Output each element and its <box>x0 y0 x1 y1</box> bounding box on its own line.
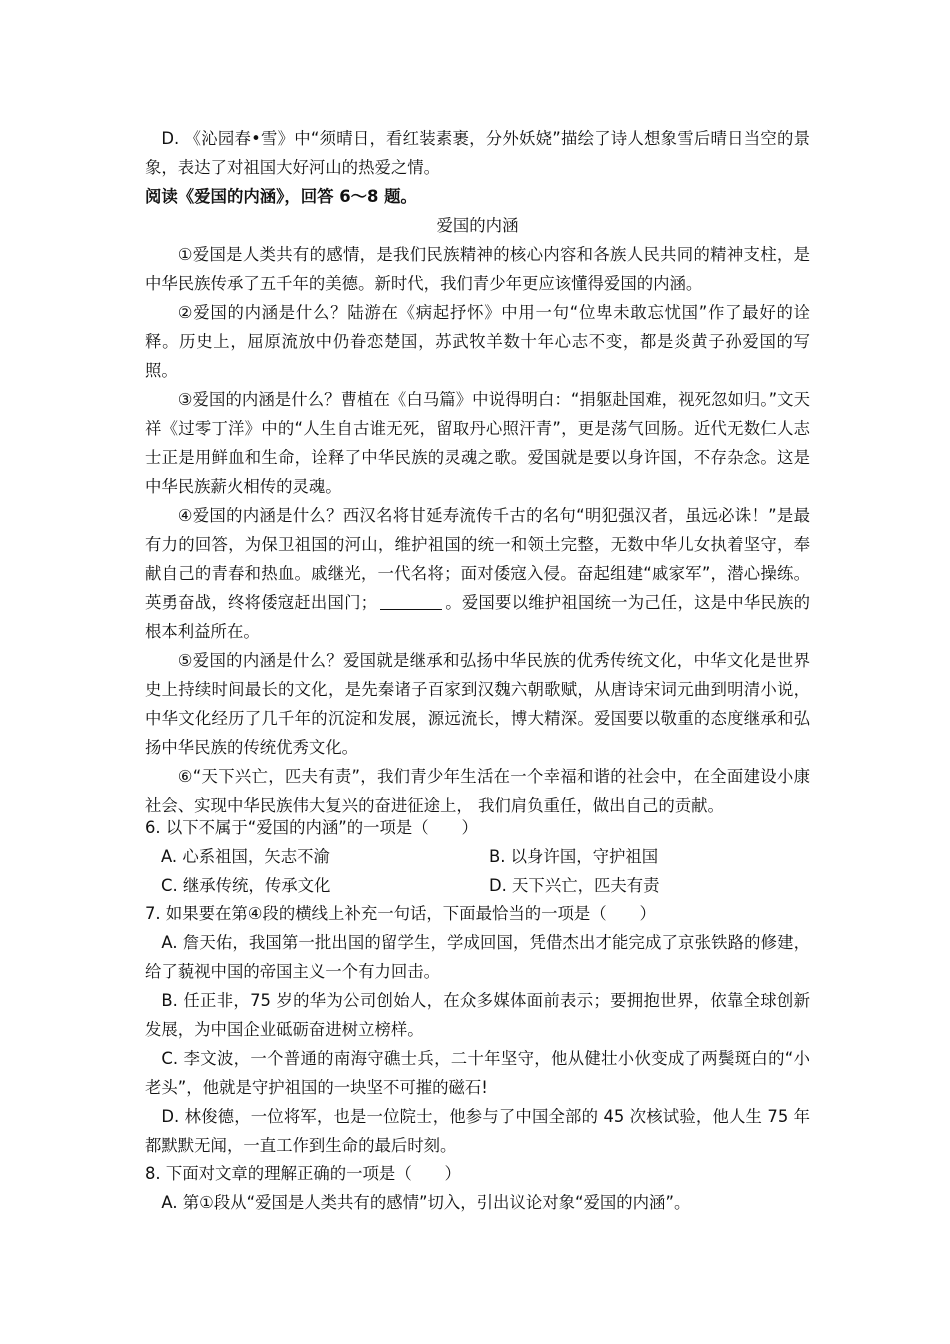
article-paragraph-3: ③爱国的内涵是什么？曹植在《白马篇》中说得明白：“捐躯赴国难，视死忽如归。”文天祥《过零丁洋》中的“人生自古谁无死，留取丹心照汗青”，更是荡气回肠。近代无数仁人志士正是用鲜血和生命，诠释了中华民族的灵魂之歌。爱国就是要以身许国，不存杂念。这是中华民族薪火相传的灵魂。 <box>145 390 810 496</box>
q7-option-a: A. 詹天佑，我国第一批出国的留学生，学成回国，凭借杰出才能完成了京张铁路的修建，给了藐视中国的帝国主义一个有力回击。 <box>145 933 810 981</box>
q8-stem: 8. 下面对文章的理解正确的一项是（ ） <box>145 1164 461 1183</box>
question-8 <box>145 1159 810 1217</box>
article-paragraph-5: ⑤爱国的内涵是什么？爱国就是继承和弘扬中华民族的优秀传统文化，中华文化是世界史上持续时间最长的文化，是先秦诸子百家到汉魏六朝歌赋，从唐诗宋词元曲到明清小说，中华文化经历了几千年的沉淀和发展，源远流长，博大精深。爱国要以敬重的态度继承和弘扬中华民族的传统优秀文化。 <box>145 651 810 757</box>
q7-stem: 7. 如果要在第④段的横线上补充一句话，下面最恰当的一项是（ ） <box>145 904 656 923</box>
q6-stem: 6. 以下不属于“爱国的内涵”的一项是（ ） <box>145 818 478 837</box>
q7-option-d: D. 林俊德，一位将军，也是一位院士，他参与了中国全部的 45 次核试验，他人生 75 年都默默无闻，一直工作到生命的最后时刻。 <box>145 1107 810 1155</box>
q7-option-b: B. 任正非，75 岁的华为公司创始人，在众多媒体面前表示；要拥抱世界，依靠全球创新发展，为中国企业砥砺奋进树立榜样。 <box>145 991 810 1039</box>
article-body <box>145 240 810 820</box>
q6-option-c: C. 继承传统，传承文化 <box>161 876 331 895</box>
article-paragraph-1: ①爱国是人类共有的感情，是我们民族精神的核心内容和各族人民共同的精神支柱，是中华民族传承了五千年的美德。新时代，我们青少年更应该懂得爱国的内涵。 <box>145 245 810 293</box>
q6-option-d: D. 天下兴亡，匹夫有责 <box>489 876 660 895</box>
article-paragraph-2: ②爱国的内涵是什么？陆游在《病起抒怀》中用一句“位卑未敢忘忧国”作了最好的诠释。历史上，屈原流放中仍眷恋楚国，苏武牧羊数十年心志不变，都是炎黄子孙爱国的写照。 <box>145 303 810 380</box>
question-7 <box>145 899 810 1160</box>
instruction-text: 阅读《爱国的内涵》，回答 6～8 题。 <box>145 187 417 206</box>
q8-option-a: A. 第①段从“爱国是人类共有的感情”切入，引出议论对象“爱国的内涵”。 <box>161 1193 691 1212</box>
article-paragraph-6: ⑥“天下兴亡，匹夫有责”，我们青少年生活在一个幸福和谐的社会中，在全面建设小康社会、实现中华民族伟大复兴的奋进征途上， 我们肩负重任，做出自己的贡献。 <box>145 767 810 815</box>
reading-instruction <box>145 182 810 211</box>
article-title <box>145 211 810 240</box>
para4-after-blank: 。爱国要以维护祖国统一为己任，这是中华民族的根本利益所在。 <box>145 593 811 641</box>
article-paragraph-4 <box>145 501 810 646</box>
q6-option-a: A. 心系祖国，矢志不渝 <box>161 847 330 866</box>
question-6 <box>145 813 810 900</box>
article-title-text: 爱国的内涵 <box>436 216 519 235</box>
q6-options-row-1 <box>145 842 810 871</box>
q7-option-c: C. 李文波，一个普通的南海守礁士兵，二十年坚守，他从健壮小伙变成了两鬓斑白的“小老头”，他就是守护祖国的一块坚不可摧的磁石! <box>145 1049 810 1097</box>
q6-option-b: B. 以身许国，守护祖国 <box>489 847 659 866</box>
q6-options-row-2 <box>145 871 810 900</box>
para4-before-blank: ④爱国的内涵是什么？西汉名将甘延寿流传千古的名句“明犯强汉者，虽远必诛！”是最有力的回答，为保卫祖国的河山，维护祖国的统一和领土完整，无数中华儿女执着坚守，奉献自己的青春和热血。戚继光，一代名将；面对倭寇入侵。奋起组建“戚家军”，潜心操练。英勇奋战，终将倭寇赶出国门； <box>145 506 810 612</box>
prev-option-d <box>145 124 810 182</box>
prev-option-d-text: D. 《沁园春•雪》中“须晴日，看红装素裹，分外妖娆”描绘了诗人想象雪后晴日当空的景象，表达了对祖国大好河山的热爱之情。 <box>145 129 810 177</box>
fill-in-blank <box>380 591 442 610</box>
